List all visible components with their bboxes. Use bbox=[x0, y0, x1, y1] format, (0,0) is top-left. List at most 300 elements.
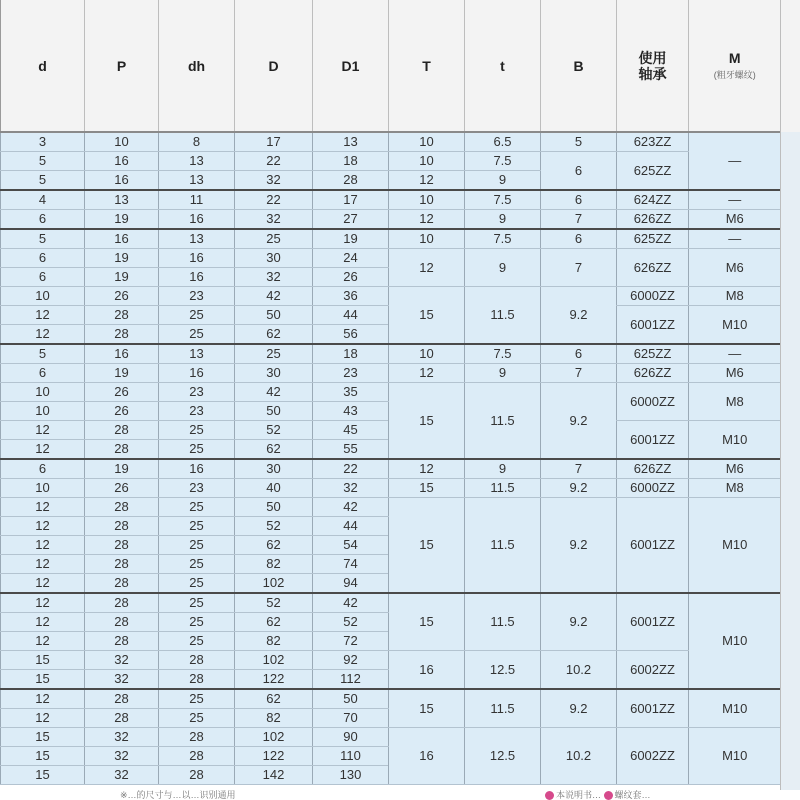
header-bearing bbox=[617, 0, 689, 132]
footer-right bbox=[545, 790, 651, 800]
cell-dh: 25 bbox=[159, 574, 235, 594]
cell-t: 11.5 bbox=[465, 287, 541, 345]
cell-dh: 13 bbox=[159, 344, 235, 364]
cell-t: 11.5 bbox=[465, 383, 541, 460]
cell-D: 30 bbox=[235, 249, 313, 268]
cell-dh: 13 bbox=[159, 229, 235, 249]
circle-marker-icon bbox=[545, 791, 554, 800]
cell-D: 30 bbox=[235, 364, 313, 383]
table-row bbox=[1, 479, 781, 498]
header-B: B bbox=[541, 0, 617, 132]
cell-t: 11.5 bbox=[465, 689, 541, 728]
cell-D1: 32 bbox=[313, 479, 389, 498]
cell-p: 19 bbox=[85, 249, 159, 268]
cell-T: 15 bbox=[389, 593, 465, 651]
cell-D1: 23 bbox=[313, 364, 389, 383]
cell-dh: 16 bbox=[159, 249, 235, 268]
cell-p: 28 bbox=[85, 306, 159, 325]
cell-p: 16 bbox=[85, 171, 159, 191]
cell-dh: 25 bbox=[159, 306, 235, 325]
cell-d: 4 bbox=[1, 190, 85, 210]
cell-D1: 44 bbox=[313, 517, 389, 536]
cell-B: 7 bbox=[541, 459, 617, 479]
cell-t: 7.5 bbox=[465, 344, 541, 364]
cell-D1: 72 bbox=[313, 632, 389, 651]
cell-t: 6.5 bbox=[465, 132, 541, 152]
cell-D1: 43 bbox=[313, 402, 389, 421]
cell-bearing: 626ZZ bbox=[617, 364, 689, 383]
cell-D1: 56 bbox=[313, 325, 389, 345]
cell-D1: 42 bbox=[313, 498, 389, 517]
cell-D1: 18 bbox=[313, 344, 389, 364]
cell-m: M10 bbox=[689, 498, 781, 594]
header-T: T bbox=[389, 0, 465, 132]
cell-D: 102 bbox=[235, 574, 313, 594]
table-row bbox=[1, 383, 781, 402]
cell-B: 6 bbox=[541, 152, 617, 191]
cell-d: 5 bbox=[1, 229, 85, 249]
table-row bbox=[1, 364, 781, 383]
footer-left-text: ※…的尺寸与…以…识别通用 bbox=[120, 790, 236, 800]
cell-dh: 28 bbox=[159, 747, 235, 766]
cell-dh: 25 bbox=[159, 689, 235, 709]
cell-m: M6 bbox=[689, 459, 781, 479]
cell-d: 6 bbox=[1, 268, 85, 287]
cell-B: 9.2 bbox=[541, 593, 617, 651]
cell-T: 15 bbox=[389, 498, 465, 594]
cell-p: 32 bbox=[85, 670, 159, 690]
cell-D: 17 bbox=[235, 132, 313, 152]
cell-d: 12 bbox=[1, 593, 85, 613]
cell-D: 22 bbox=[235, 152, 313, 171]
cell-dh: 23 bbox=[159, 383, 235, 402]
next-column-body bbox=[781, 132, 800, 792]
cell-D: 82 bbox=[235, 555, 313, 574]
cell-dh: 23 bbox=[159, 287, 235, 306]
cell-bearing: 625ZZ bbox=[617, 229, 689, 249]
table-row bbox=[1, 498, 781, 517]
cell-p: 16 bbox=[85, 344, 159, 364]
cell-D1: 13 bbox=[313, 132, 389, 152]
cell-T: 12 bbox=[389, 210, 465, 230]
cell-p: 28 bbox=[85, 574, 159, 594]
header-row bbox=[1, 0, 781, 132]
cell-d: 5 bbox=[1, 344, 85, 364]
cell-p: 26 bbox=[85, 479, 159, 498]
cell-p: 32 bbox=[85, 766, 159, 785]
cell-bearing: 626ZZ bbox=[617, 459, 689, 479]
cell-bearing: 6001ZZ bbox=[617, 306, 689, 345]
cell-p: 26 bbox=[85, 402, 159, 421]
cell-bearing: 6001ZZ bbox=[617, 498, 689, 594]
cell-p: 28 bbox=[85, 536, 159, 555]
header-p: P bbox=[85, 0, 159, 132]
cell-T: 15 bbox=[389, 287, 465, 345]
cell-d: 15 bbox=[1, 670, 85, 690]
footer-right-text-1: 本说明书… bbox=[556, 790, 602, 800]
cell-D1: 45 bbox=[313, 421, 389, 440]
cell-D1: 22 bbox=[313, 459, 389, 479]
cell-bearing: 6002ZZ bbox=[617, 651, 689, 690]
cell-bearing: 623ZZ bbox=[617, 132, 689, 152]
cell-T: 12 bbox=[389, 249, 465, 287]
cell-D: 62 bbox=[235, 536, 313, 555]
cell-T: 15 bbox=[389, 383, 465, 460]
cell-dh: 25 bbox=[159, 613, 235, 632]
cell-B: 9.2 bbox=[541, 383, 617, 460]
cell-bearing: 626ZZ bbox=[617, 249, 689, 287]
cell-d: 12 bbox=[1, 440, 85, 460]
header-D1: D1 bbox=[313, 0, 389, 132]
cell-m: M10 bbox=[689, 421, 781, 460]
cell-d: 12 bbox=[1, 632, 85, 651]
cell-p: 32 bbox=[85, 728, 159, 747]
table-row bbox=[1, 190, 781, 210]
cell-D1: 24 bbox=[313, 249, 389, 268]
cell-d: 15 bbox=[1, 728, 85, 747]
header-t: t bbox=[465, 0, 541, 132]
cell-D: 62 bbox=[235, 613, 313, 632]
cell-t: 7.5 bbox=[465, 190, 541, 210]
cell-D: 30 bbox=[235, 459, 313, 479]
cell-D: 50 bbox=[235, 498, 313, 517]
cell-d: 10 bbox=[1, 287, 85, 306]
cell-D: 25 bbox=[235, 344, 313, 364]
cell-D: 52 bbox=[235, 421, 313, 440]
cell-B: 6 bbox=[541, 344, 617, 364]
cell-t: 11.5 bbox=[465, 498, 541, 594]
cell-p: 28 bbox=[85, 709, 159, 728]
cell-T: 10 bbox=[389, 152, 465, 171]
cell-m: M6 bbox=[689, 364, 781, 383]
cell-bearing: 625ZZ bbox=[617, 344, 689, 364]
cell-D1: 35 bbox=[313, 383, 389, 402]
cell-dh: 16 bbox=[159, 268, 235, 287]
cell-D: 122 bbox=[235, 747, 313, 766]
cell-t: 9 bbox=[465, 210, 541, 230]
cell-d: 5 bbox=[1, 152, 85, 171]
cell-D: 52 bbox=[235, 517, 313, 536]
cell-B: 6 bbox=[541, 190, 617, 210]
cell-dh: 11 bbox=[159, 190, 235, 210]
cell-p: 19 bbox=[85, 459, 159, 479]
header-m-sub: (粗牙螺纹) bbox=[713, 70, 756, 80]
cell-D1: 27 bbox=[313, 210, 389, 230]
cell-m: M10 bbox=[689, 306, 781, 345]
cell-t: 9 bbox=[465, 459, 541, 479]
cell-m: — bbox=[689, 132, 781, 190]
header-m bbox=[689, 0, 781, 132]
cell-dh: 16 bbox=[159, 459, 235, 479]
cell-d: 12 bbox=[1, 709, 85, 728]
cell-d: 12 bbox=[1, 306, 85, 325]
cell-D: 32 bbox=[235, 171, 313, 191]
cell-dh: 28 bbox=[159, 670, 235, 690]
cell-D1: 19 bbox=[313, 229, 389, 249]
header-bearing-line1: 使用 bbox=[638, 49, 667, 66]
cell-m: M6 bbox=[689, 210, 781, 230]
cell-bearing: 6000ZZ bbox=[617, 383, 689, 421]
cell-t: 9 bbox=[465, 249, 541, 287]
cell-D1: 54 bbox=[313, 536, 389, 555]
cell-T: 12 bbox=[389, 171, 465, 191]
cell-d: 12 bbox=[1, 325, 85, 345]
cell-D: 50 bbox=[235, 402, 313, 421]
table-row bbox=[1, 593, 781, 613]
cell-p: 28 bbox=[85, 632, 159, 651]
table-row bbox=[1, 689, 781, 709]
cell-d: 6 bbox=[1, 210, 85, 230]
cell-B: 9.2 bbox=[541, 498, 617, 594]
cell-D1: 44 bbox=[313, 306, 389, 325]
cell-D1: 74 bbox=[313, 555, 389, 574]
cell-d: 12 bbox=[1, 574, 85, 594]
cell-D: 50 bbox=[235, 306, 313, 325]
cell-T: 12 bbox=[389, 364, 465, 383]
cell-d: 15 bbox=[1, 747, 85, 766]
cell-bearing: 625ZZ bbox=[617, 152, 689, 191]
cell-B: 7 bbox=[541, 364, 617, 383]
cell-p: 28 bbox=[85, 593, 159, 613]
cell-D1: 94 bbox=[313, 574, 389, 594]
cell-T: 10 bbox=[389, 344, 465, 364]
cell-D: 32 bbox=[235, 268, 313, 287]
cell-p: 10 bbox=[85, 132, 159, 152]
cell-bearing: 624ZZ bbox=[617, 190, 689, 210]
cell-D: 42 bbox=[235, 287, 313, 306]
header-m-label: M bbox=[728, 50, 741, 66]
cell-t: 7.5 bbox=[465, 229, 541, 249]
cell-D: 82 bbox=[235, 632, 313, 651]
cell-p: 16 bbox=[85, 229, 159, 249]
cell-d: 10 bbox=[1, 479, 85, 498]
cell-D: 62 bbox=[235, 325, 313, 345]
cell-dh: 28 bbox=[159, 728, 235, 747]
cell-dh: 25 bbox=[159, 555, 235, 574]
cell-p: 26 bbox=[85, 383, 159, 402]
cell-D: 102 bbox=[235, 651, 313, 670]
cell-d: 6 bbox=[1, 249, 85, 268]
cell-D: 62 bbox=[235, 689, 313, 709]
cell-B: 9.2 bbox=[541, 287, 617, 345]
cell-p: 28 bbox=[85, 555, 159, 574]
cell-D: 62 bbox=[235, 440, 313, 460]
cell-bearing: 6001ZZ bbox=[617, 593, 689, 651]
cell-m: M10 bbox=[689, 728, 781, 785]
cell-T: 16 bbox=[389, 728, 465, 785]
cell-B: 5 bbox=[541, 132, 617, 152]
cell-p: 26 bbox=[85, 287, 159, 306]
cell-p: 28 bbox=[85, 421, 159, 440]
table-row bbox=[1, 728, 781, 747]
cell-T: 15 bbox=[389, 479, 465, 498]
cell-D1: 90 bbox=[313, 728, 389, 747]
cell-t: 11.5 bbox=[465, 593, 541, 651]
cell-T: 10 bbox=[389, 132, 465, 152]
cell-D1: 36 bbox=[313, 287, 389, 306]
cell-p: 19 bbox=[85, 268, 159, 287]
cell-D: 52 bbox=[235, 593, 313, 613]
cell-p: 19 bbox=[85, 210, 159, 230]
cell-D: 102 bbox=[235, 728, 313, 747]
cell-d: 12 bbox=[1, 517, 85, 536]
cell-D1: 70 bbox=[313, 709, 389, 728]
cell-bearing: 6000ZZ bbox=[617, 479, 689, 498]
cell-D1: 17 bbox=[313, 190, 389, 210]
cell-D1: 110 bbox=[313, 747, 389, 766]
cell-dh: 28 bbox=[159, 651, 235, 670]
cell-t: 9 bbox=[465, 364, 541, 383]
cell-p: 28 bbox=[85, 613, 159, 632]
cell-D1: 26 bbox=[313, 268, 389, 287]
footer-right-text-2: 螺纹套… bbox=[614, 790, 651, 800]
cell-d: 5 bbox=[1, 171, 85, 191]
cell-D1: 18 bbox=[313, 152, 389, 171]
cell-D: 22 bbox=[235, 190, 313, 210]
cell-D1: 42 bbox=[313, 593, 389, 613]
cell-bearing: 626ZZ bbox=[617, 210, 689, 230]
cell-D1: 28 bbox=[313, 171, 389, 191]
cell-d: 10 bbox=[1, 402, 85, 421]
cell-d: 3 bbox=[1, 132, 85, 152]
next-column-edge bbox=[780, 0, 800, 800]
cell-p: 19 bbox=[85, 364, 159, 383]
header-dh: dh bbox=[159, 0, 235, 132]
cell-d: 12 bbox=[1, 555, 85, 574]
cell-dh: 25 bbox=[159, 440, 235, 460]
cell-D: 82 bbox=[235, 709, 313, 728]
cell-d: 10 bbox=[1, 383, 85, 402]
cell-D1: 130 bbox=[313, 766, 389, 785]
cell-dh: 25 bbox=[159, 536, 235, 555]
header-bearing-line2: 轴承 bbox=[638, 65, 667, 82]
cell-d: 15 bbox=[1, 766, 85, 785]
cell-dh: 8 bbox=[159, 132, 235, 152]
cell-m: M8 bbox=[689, 287, 781, 306]
cell-p: 28 bbox=[85, 689, 159, 709]
cell-dh: 25 bbox=[159, 593, 235, 613]
circle-marker-icon bbox=[604, 791, 613, 800]
cell-m: M10 bbox=[689, 593, 781, 689]
cell-dh: 13 bbox=[159, 171, 235, 191]
footer-note bbox=[0, 790, 800, 800]
cell-d: 12 bbox=[1, 498, 85, 517]
cell-p: 13 bbox=[85, 190, 159, 210]
cell-m: M10 bbox=[689, 689, 781, 728]
cell-t: 12.5 bbox=[465, 728, 541, 785]
cell-dh: 25 bbox=[159, 709, 235, 728]
cell-B: 9.2 bbox=[541, 689, 617, 728]
cell-D: 25 bbox=[235, 229, 313, 249]
table-row bbox=[1, 249, 781, 268]
header-D: D bbox=[235, 0, 313, 132]
cell-p: 32 bbox=[85, 747, 159, 766]
cell-D1: 112 bbox=[313, 670, 389, 690]
cell-d: 12 bbox=[1, 689, 85, 709]
cell-d: 12 bbox=[1, 613, 85, 632]
cell-p: 28 bbox=[85, 498, 159, 517]
cell-dh: 25 bbox=[159, 632, 235, 651]
cell-dh: 23 bbox=[159, 402, 235, 421]
table-row bbox=[1, 344, 781, 364]
cell-D1: 92 bbox=[313, 651, 389, 670]
cell-B: 9.2 bbox=[541, 479, 617, 498]
cell-D1: 52 bbox=[313, 613, 389, 632]
cell-t: 11.5 bbox=[465, 479, 541, 498]
cell-T: 10 bbox=[389, 229, 465, 249]
cell-dh: 25 bbox=[159, 498, 235, 517]
table-row bbox=[1, 132, 781, 152]
cell-d: 12 bbox=[1, 536, 85, 555]
table-row bbox=[1, 210, 781, 230]
cell-D: 32 bbox=[235, 210, 313, 230]
cell-B: 10.2 bbox=[541, 728, 617, 785]
table-row bbox=[1, 287, 781, 306]
cell-m: — bbox=[689, 229, 781, 249]
cell-dh: 16 bbox=[159, 364, 235, 383]
cell-d: 6 bbox=[1, 364, 85, 383]
cell-T: 10 bbox=[389, 190, 465, 210]
cell-dh: 25 bbox=[159, 517, 235, 536]
cell-B: 10.2 bbox=[541, 651, 617, 690]
cell-t: 9 bbox=[465, 171, 541, 191]
cell-T: 12 bbox=[389, 459, 465, 479]
cell-dh: 23 bbox=[159, 479, 235, 498]
cell-T: 16 bbox=[389, 651, 465, 690]
cell-m: — bbox=[689, 344, 781, 364]
cell-d: 12 bbox=[1, 421, 85, 440]
header-d: d bbox=[1, 0, 85, 132]
cell-B: 6 bbox=[541, 229, 617, 249]
cell-d: 6 bbox=[1, 459, 85, 479]
cell-dh: 13 bbox=[159, 152, 235, 171]
table-row bbox=[1, 152, 781, 171]
cell-dh: 28 bbox=[159, 766, 235, 785]
cell-D: 40 bbox=[235, 479, 313, 498]
cell-D: 42 bbox=[235, 383, 313, 402]
cell-D: 122 bbox=[235, 670, 313, 690]
cell-p: 16 bbox=[85, 152, 159, 171]
cell-dh: 16 bbox=[159, 210, 235, 230]
cell-D: 142 bbox=[235, 766, 313, 785]
cell-m: M8 bbox=[689, 383, 781, 421]
cell-m: — bbox=[689, 190, 781, 210]
cell-D1: 55 bbox=[313, 440, 389, 460]
cell-p: 32 bbox=[85, 651, 159, 670]
cell-B: 7 bbox=[541, 210, 617, 230]
cell-bearing: 6001ZZ bbox=[617, 689, 689, 728]
table-row bbox=[1, 651, 781, 670]
cell-t: 12.5 bbox=[465, 651, 541, 690]
cell-D1: 50 bbox=[313, 689, 389, 709]
cell-d: 15 bbox=[1, 651, 85, 670]
cell-p: 28 bbox=[85, 325, 159, 345]
cell-p: 28 bbox=[85, 440, 159, 460]
cell-m: M8 bbox=[689, 479, 781, 498]
cell-p: 28 bbox=[85, 517, 159, 536]
table-row bbox=[1, 229, 781, 249]
cell-dh: 25 bbox=[159, 421, 235, 440]
cell-t: 7.5 bbox=[465, 152, 541, 171]
cell-m: M6 bbox=[689, 249, 781, 287]
cell-T: 15 bbox=[389, 689, 465, 728]
cell-bearing: 6000ZZ bbox=[617, 287, 689, 306]
cell-B: 7 bbox=[541, 249, 617, 287]
cell-bearing: 6001ZZ bbox=[617, 421, 689, 460]
cell-dh: 25 bbox=[159, 325, 235, 345]
cell-bearing: 6002ZZ bbox=[617, 728, 689, 785]
table-row bbox=[1, 459, 781, 479]
